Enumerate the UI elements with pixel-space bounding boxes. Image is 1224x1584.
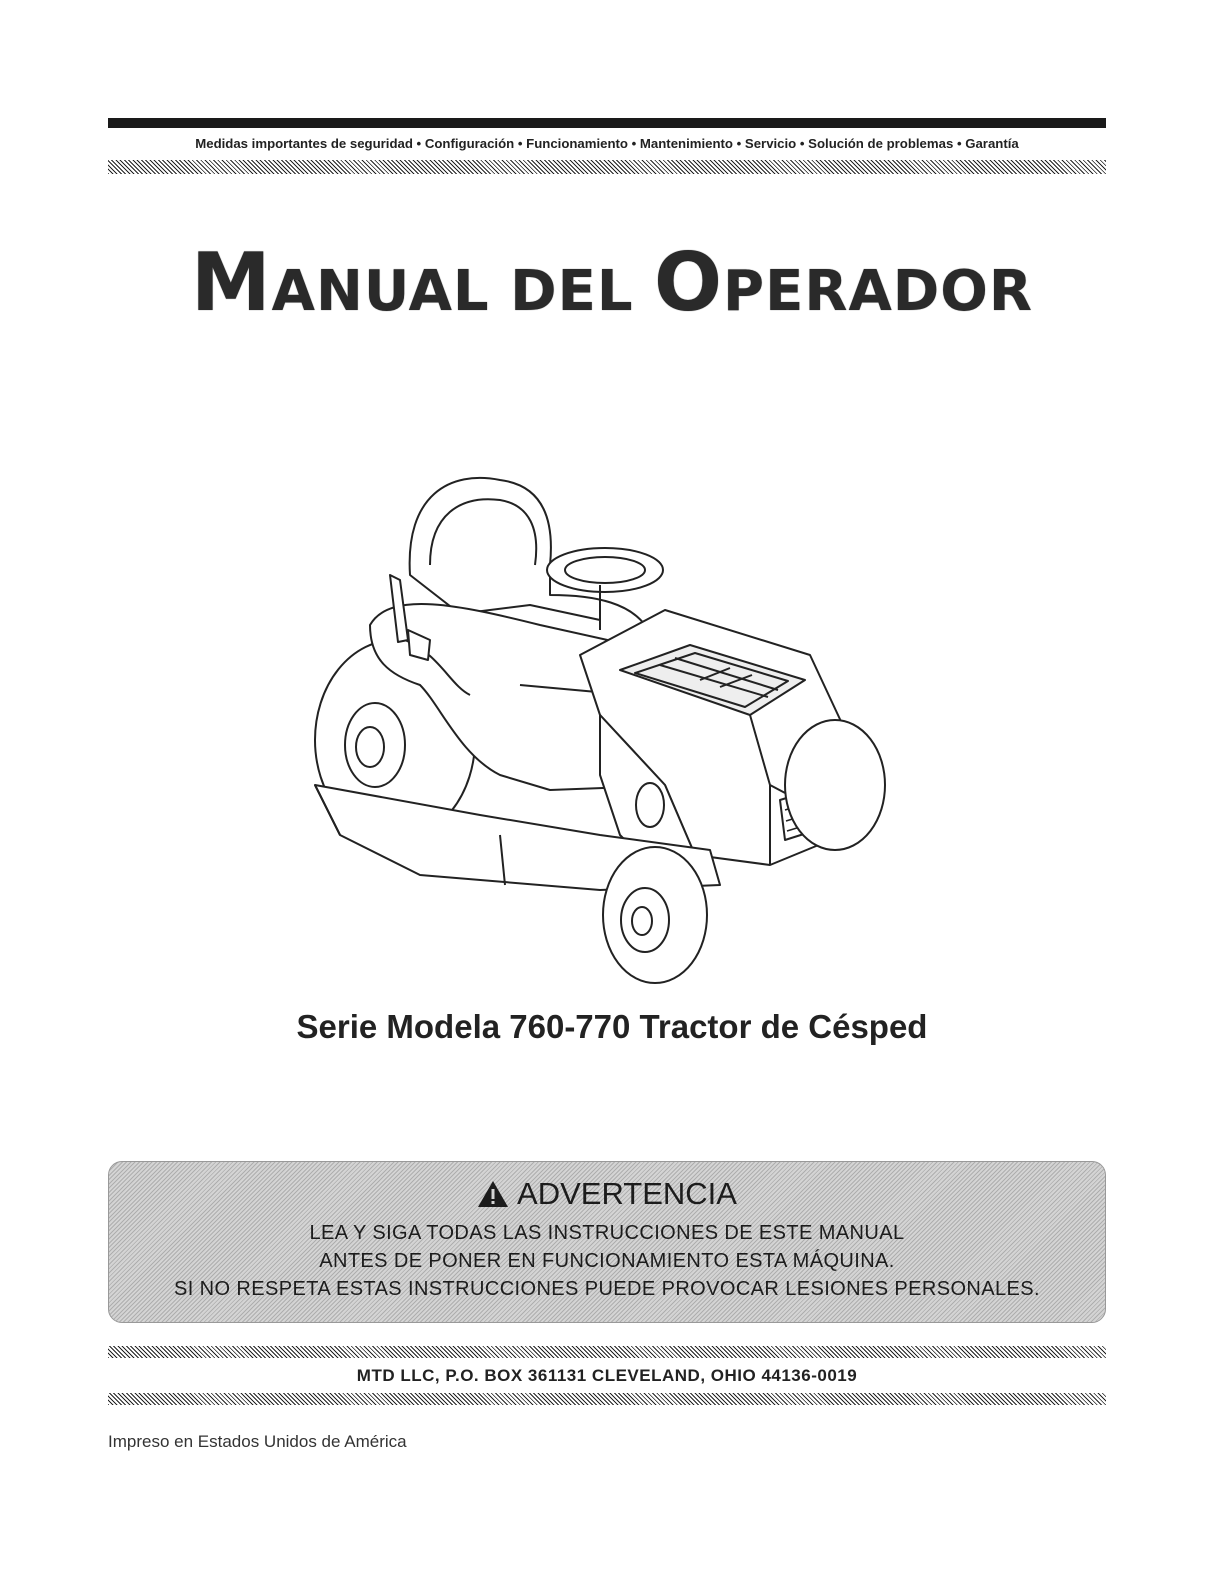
bottom-rule-lower [108, 1393, 1106, 1405]
warning-line-2: ANTES DE PONER EN FUNCIONAMIENTO ESTA MÁQUINA. [319, 1250, 895, 1272]
model-series-subtitle: Serie Modela 760-770 Tractor de Césped [296, 1008, 928, 1045]
top-rule-upper [108, 118, 1106, 128]
topics-line: Medidas importantes de seguridad • Configuración • Funcionamiento • Mantenimiento • Servicio • Solución de problemas • Garantía [195, 135, 1019, 151]
top-rule-lower [108, 160, 1106, 174]
printed-in-note: Impreso en Estados Unidos de América [108, 1432, 407, 1451]
company-address: MTD LLC, P.O. BOX 361131 CLEVELAND, OHIO 44136-0019 [356, 1366, 858, 1385]
warning-line-1: LEA Y SIGA TODAS LAS INSTRUCCIONES DE ESTE MANUAL [309, 1222, 905, 1244]
bottom-rule-upper [108, 1346, 1106, 1358]
lawn-tractor-icon [300, 455, 910, 990]
warning-box [108, 1161, 1106, 1323]
warning-heading: ADVERTENCIA [109, 1176, 1105, 1212]
manual-title: MANUAL DEL OPERADOR [191, 236, 1033, 329]
warning-line-3: SI NO RESPETA ESTAS INSTRUCCIONES PUEDE PROVOCAR LESIONES PERSONALES. [174, 1278, 1040, 1300]
warning-triangle-icon [477, 1180, 509, 1208]
